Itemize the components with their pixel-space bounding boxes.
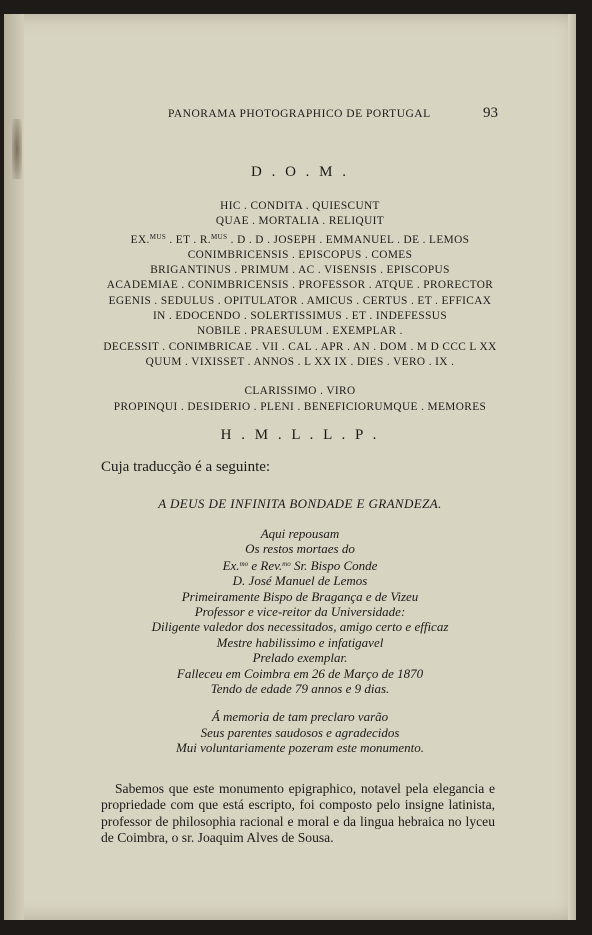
inscription-line: QUAE . MORTALIA . RELIQUIT (215, 215, 385, 228)
superscript: mo (282, 559, 291, 568)
inscription-hmllp: H . M . L . L . P . (220, 426, 380, 443)
translation-line: Seus parentes saudosos e agradecidos (200, 724, 400, 740)
translation-line: Primeiramente Bispo de Bragança e de Vizeu (181, 588, 419, 604)
translation-line: D. José Manuel de Lemos (232, 573, 368, 589)
superscript: mo (239, 559, 249, 568)
binding-stain (12, 119, 22, 179)
translation-fragment: Sr. Bispo Conde (290, 557, 378, 573)
translation-line (95, 557, 505, 573)
body-paragraph: Sabemos que este monumento epigraphico, notavel pela elegancia e propriedade com que está escripto, foi composto pelo insigne latinista, professor de philosophia racional e moral e da lingua hebraica no lyceu de Coimbra, o sr. Joaquim Alves de Sousa. (101, 780, 495, 846)
inscription-line (95, 230, 505, 248)
running-title: PANORAMA PHOTOGRAPHICO DE PORTUGAL (168, 108, 431, 120)
page-header (98, 105, 498, 127)
inscription-line: IN . EDOCENDO . SOLERTISSIMUS . ET . INDEFESSUS (152, 310, 448, 323)
translation-line: Diligente valedor dos necessitados, amigo certo e efficaz (151, 619, 449, 635)
translation-line: Mestre habilissimo e infatigavel (216, 634, 384, 650)
translation-line: Falleceu em Coimbra em 26 de Março de 1870 (176, 665, 424, 681)
inscription-dom: D . O . M . (250, 164, 349, 180)
inscription-line: QUUM . VIXISSET . ANNOS . L XX IX . DIES . VERO . IX . (145, 355, 455, 368)
page-edge (568, 14, 576, 920)
translation-line: Professor e vice-reitor da Universidade: (194, 604, 406, 620)
translation-intro: Cuja traducção é a seguinte: (101, 459, 271, 475)
inscription-line: EGENIS . SEDULUS . OPITULATOR . AMICUS . CERTUS . ET . EFFICAX (108, 294, 492, 307)
translation-fragment: e Rev. (248, 557, 283, 573)
translation-line: Á memoria de tam preclaro varão (211, 709, 389, 725)
superscript: MUS (211, 232, 228, 241)
inscription-line: DECESSIT . CONIMBRICAE . VII . CAL . APR . AN . DOM . M D CCC L XX (103, 340, 497, 353)
inscription-fragment: . ET . R. (166, 233, 212, 246)
translation-line: Aqui repousam (260, 526, 340, 541)
latin-inscription (95, 164, 505, 444)
translation-line: Mui voluntariamente pozeram este monumento. (175, 740, 425, 756)
inscription-line: HIC . CONDITA . QUIESCUNT (220, 200, 380, 212)
inscription-fragment: EX. (130, 233, 150, 246)
translation-line: Prelado exemplar. (252, 650, 348, 666)
portuguese-translation (95, 496, 505, 756)
inscription-line: BRIGANTINUS . PRIMUM . AC . VISENSIS . EPISCOPUS (150, 264, 450, 277)
inscription-closing: CLARISSIMO . VIRO (244, 385, 356, 398)
translation-fragment: Ex. (222, 557, 240, 573)
inscription-line: NOBILE . PRAESULUM . EXEMPLAR . (197, 325, 403, 338)
superscript: MUS (149, 232, 167, 241)
inscription-fragment: . D . D . JOSEPH . EMMANUEL . DE . LEMOS (227, 233, 470, 246)
translation-line: Tendo de edade 79 annos e 9 dias. (210, 681, 390, 697)
inscription-line: ACADEMIAE . CONIMBRICENSIS . PROFESSOR . ATQUE . PRORECTOR (106, 279, 494, 292)
translation-title: A DEUS DE INFINITA BONDADE E GRANDEZA. (158, 496, 442, 511)
inscription-closing: PROPINQUI . DESIDERIO . PLENI . BENEFICIORUMQUE . MEMORES (113, 400, 487, 413)
inscription-line: CONIMBRICENSIS . EPISCOPUS . COMES (187, 248, 413, 261)
page-number: 93 (483, 105, 498, 121)
translation-line: Os restos mortaes do (245, 541, 355, 557)
